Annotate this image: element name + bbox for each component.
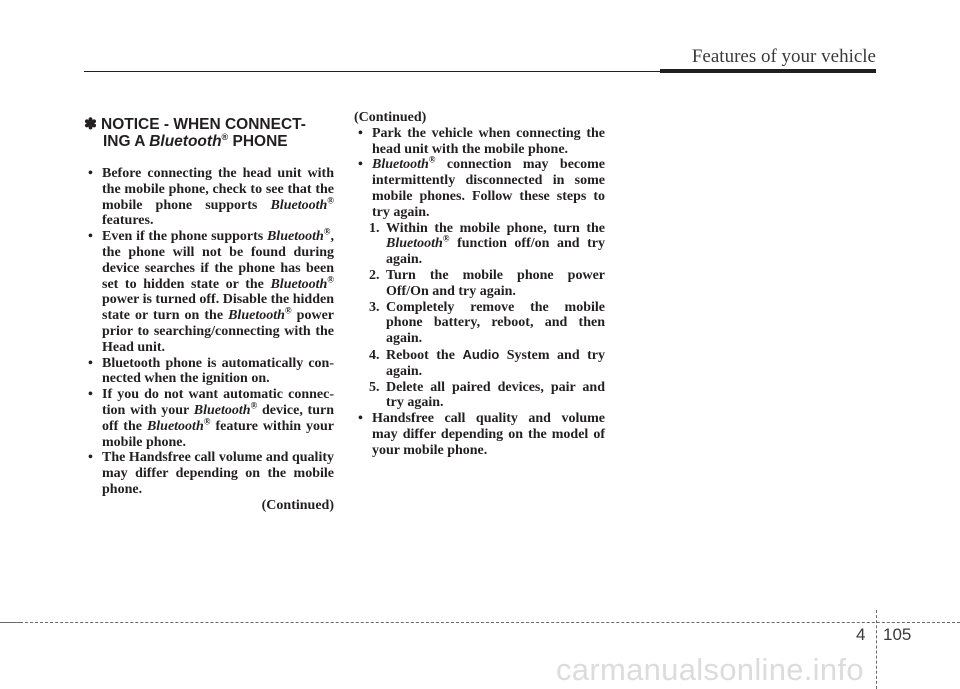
brand: Bluetooth (266, 229, 324, 245)
reg: ® (203, 416, 211, 427)
page-number: 105 (883, 625, 912, 644)
bullet-icon: • (88, 450, 93, 466)
footer-rule-left (0, 622, 22, 623)
reg: ® (284, 305, 292, 316)
notice-heading-reg: ® (221, 131, 229, 142)
reg: ® (323, 226, 331, 237)
step-number: 1. (369, 220, 380, 236)
text: Reboot the (386, 347, 463, 363)
reg: ® (428, 154, 436, 165)
brand: Bluetooth (270, 276, 328, 292)
notice-heading-brand: Bluetooth (149, 133, 222, 150)
brand: Bluetooth (146, 418, 204, 434)
chapter-number: 4 (856, 625, 866, 644)
footer-rule (0, 622, 960, 623)
step-number: 4. (369, 347, 380, 363)
continued-label: (Continued) (354, 110, 427, 125)
header-title: Features of your vehicle (691, 46, 876, 67)
header-rule-thin (84, 71, 660, 72)
step-2 (354, 268, 605, 300)
watermark: carmanualsonline.info (556, 652, 864, 687)
right-bullet-3 (354, 411, 605, 458)
header-rule-thick (660, 69, 876, 73)
left-bullet-3 (84, 356, 334, 388)
text: connection may become intermittently disconnected in some mobile phones. Follow these steps to try again. (372, 157, 605, 220)
text: Completely remove the mobile phone battery, reboot, and then again. (386, 299, 605, 347)
bullet-icon: • (88, 166, 93, 181)
text: Handsfree call quality and volume may differ depending on the model of your mobile phone. (372, 411, 605, 458)
text: System and try again. (386, 347, 605, 379)
right-column (354, 110, 605, 459)
text: Bluetooth phone is automatically con- nected when the ignition on. (102, 355, 334, 387)
text: Within the mobile phone, turn the (386, 220, 605, 236)
notice-star-icon: ✽ (84, 116, 97, 133)
text: , the phone will not be found during device searches if the phone has been set to hidden state or the (102, 229, 334, 292)
notice-heading (84, 116, 334, 150)
bullet-icon: • (358, 157, 363, 173)
notice-heading-line2 (84, 133, 334, 150)
bullet-icon: • (88, 229, 93, 245)
text: features. (102, 213, 154, 229)
step-1 (354, 221, 605, 268)
step-3 (354, 300, 605, 347)
reg: ® (327, 194, 334, 205)
step-number: 3. (369, 299, 380, 315)
notice-heading-line1: NOTICE - WHEN CONNECT- (101, 116, 306, 133)
text: Turn the mobile phone power Off/On and try again. (386, 267, 605, 299)
brand: Bluetooth (270, 197, 328, 213)
step-4 (354, 347, 605, 380)
step-5 (354, 380, 605, 412)
text: Delete all paired devices, pair and try again. (386, 379, 605, 411)
text: function off/on and try again. (386, 236, 605, 268)
footer-separator (876, 610, 877, 689)
brand: Bluetooth (228, 308, 285, 324)
text: device, turn off the (102, 402, 334, 434)
reg: ® (327, 273, 334, 284)
bullet-icon: • (88, 355, 93, 371)
text: If you do not want automatic connec- tion with your (102, 387, 334, 418)
brand: Bluetooth (386, 236, 443, 252)
bullet-icon: • (358, 411, 363, 427)
brand: Bluetooth (193, 402, 251, 418)
notice-heading-post: PHONE (228, 133, 288, 150)
text: Before connecting the head unit with the mobile phone, check to see that the mobile phone supports (102, 166, 334, 213)
step-number: 5. (369, 379, 380, 395)
left-bullet-2 (84, 226, 334, 355)
left-bullet-4 (84, 387, 334, 450)
left-column (84, 110, 334, 514)
text: The Handsfree call volume and quality may differ depending on the mobile phone. (102, 450, 334, 497)
text: power is turned off. Disable the hidden state or turn on the (102, 292, 334, 324)
left-bullet-5 (84, 450, 334, 497)
brand: Bluetooth (372, 157, 429, 173)
right-bullet-2 (354, 154, 605, 220)
notice-heading-pre: ING A (103, 133, 150, 150)
reg: ® (442, 233, 450, 244)
text: Park the vehicle when connecting the head unit with the mobile phone. (372, 125, 605, 157)
right-bullet-1 (354, 126, 605, 158)
bullet-icon: • (88, 387, 93, 403)
text: Even if the phone supports (102, 229, 267, 245)
text: feature within your mobile phone. (102, 418, 334, 450)
continued-label: (Continued) (261, 497, 334, 513)
audio-word: Audio (462, 346, 500, 362)
bullet-icon: • (358, 125, 363, 141)
reg: ® (250, 400, 258, 411)
text: power prior to searching/connecting with the Head unit. (102, 308, 334, 355)
step-number: 2. (369, 267, 380, 283)
left-bullet-1 (84, 166, 334, 229)
